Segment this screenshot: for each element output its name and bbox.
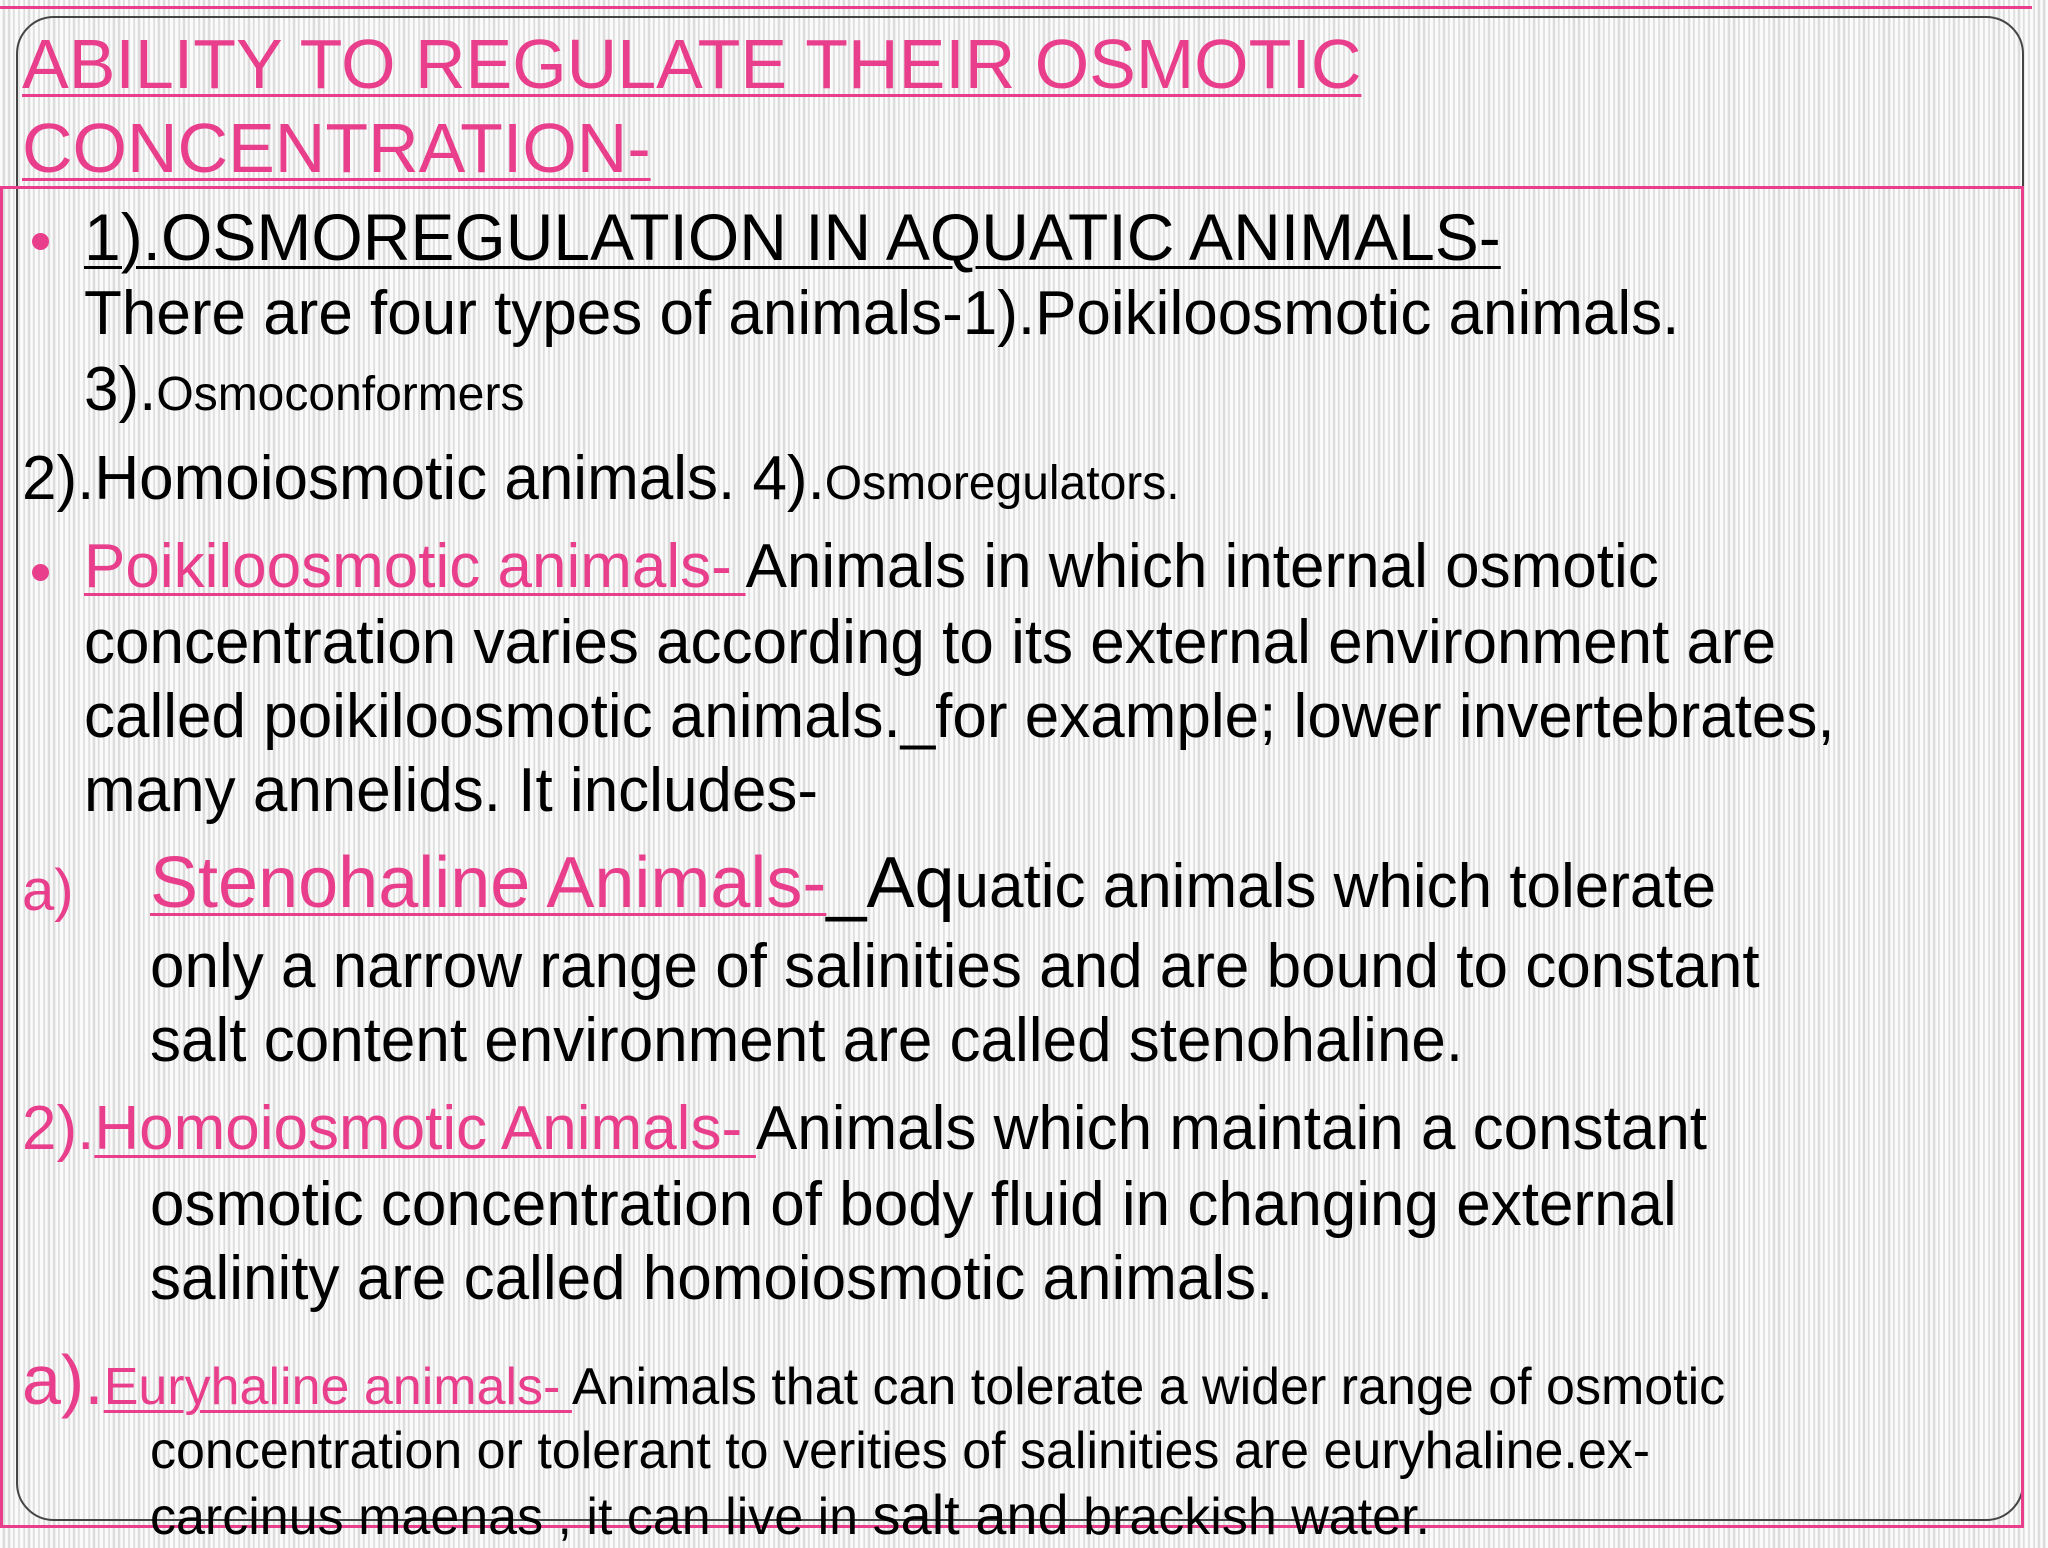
types-line-3 <box>22 442 1180 521</box>
slide-title <box>22 22 1361 190</box>
eury-line-1 <box>22 1342 1725 1425</box>
title-line-1: ABILITY TO REGULATE THEIR OSMOTIC <box>22 25 1362 103</box>
osmoconformers-label: Osmoconformers <box>156 368 525 421</box>
poikilo-text-3c: for example; lower invertebrates, <box>935 682 1835 751</box>
steno-text-lead: Aq <box>866 843 955 923</box>
eury-line-3 <box>150 1484 1430 1548</box>
types-line-1: There are four types of animals-1).Poikiloosmotic animals. <box>84 279 1680 348</box>
homoio-line-1 <box>22 1092 1707 1166</box>
homoio-line-3: salinity are called homoiosmotic animals. <box>150 1244 1274 1313</box>
steno-marker: a) <box>22 858 74 923</box>
steno-text-1: uatic animals which tolerate <box>954 852 1717 921</box>
eury-marker: a). <box>22 1341 104 1419</box>
steno-line-1 <box>150 840 1716 930</box>
eury-text-3a: carcinus maenas , it can live in <box>150 1488 873 1546</box>
poikilo-line-1 <box>84 530 1659 604</box>
homoio-marker: 2). <box>22 1094 95 1163</box>
types-line-2 <box>84 353 524 432</box>
eury-text-1: Animals that can tolerate a wider range of osmotic <box>571 1358 1726 1416</box>
steno-term: Stenohaline Animals- <box>150 843 827 923</box>
steno-line-3: salt content environment are called stenohaline. <box>150 1006 1464 1075</box>
poikilo-text-1: Animals in which internal osmotic <box>745 532 1659 601</box>
homoiosmotic-types-text: 2).Homoiosmotic animals. 4). <box>22 444 825 513</box>
osmoregulators-label: Osmoregulators. <box>824 457 1180 510</box>
eury-text-3c: brackish water. <box>1068 1488 1430 1546</box>
top-rule <box>0 6 2032 9</box>
bullet-icon <box>32 233 49 250</box>
homoio-text-1: Animals which maintain a constant <box>755 1094 1708 1163</box>
title-line-2: CONCENTRATION- <box>22 109 651 187</box>
bullet-icon <box>32 564 49 581</box>
section-heading-text: 1).OSMOREGULATION IN AQUATIC ANIMALS- <box>84 200 1501 274</box>
eury-line-2: concentration or tolerant to verities of salinities are euryhaline.ex- <box>150 1422 1651 1480</box>
poikilo-line-3 <box>84 680 1835 754</box>
types-number: 3). <box>84 355 157 424</box>
poikilo-line-4: many annelids. It includes- <box>84 756 819 825</box>
eury-term: Euryhaline animals- <box>103 1358 572 1416</box>
section-heading <box>84 198 1501 276</box>
poikilo-underscore: _ <box>900 682 936 751</box>
homoio-line-2: osmotic concentration of body fluid in changing external <box>150 1170 1677 1239</box>
poikilo-line-2: concentration varies according to its external environment are <box>84 608 1777 677</box>
poikilo-term: Poikiloosmotic animals- <box>84 532 746 601</box>
poikilo-text-3a: called poikiloosmotic animals. <box>84 682 901 751</box>
homoio-term: Homoiosmotic Animals- <box>94 1094 756 1163</box>
eury-text-3b: salt and <box>872 1483 1069 1546</box>
steno-underscore: _ <box>826 843 867 923</box>
steno-line-2: only a narrow range of salinities and are bound to constant <box>150 932 1760 1001</box>
